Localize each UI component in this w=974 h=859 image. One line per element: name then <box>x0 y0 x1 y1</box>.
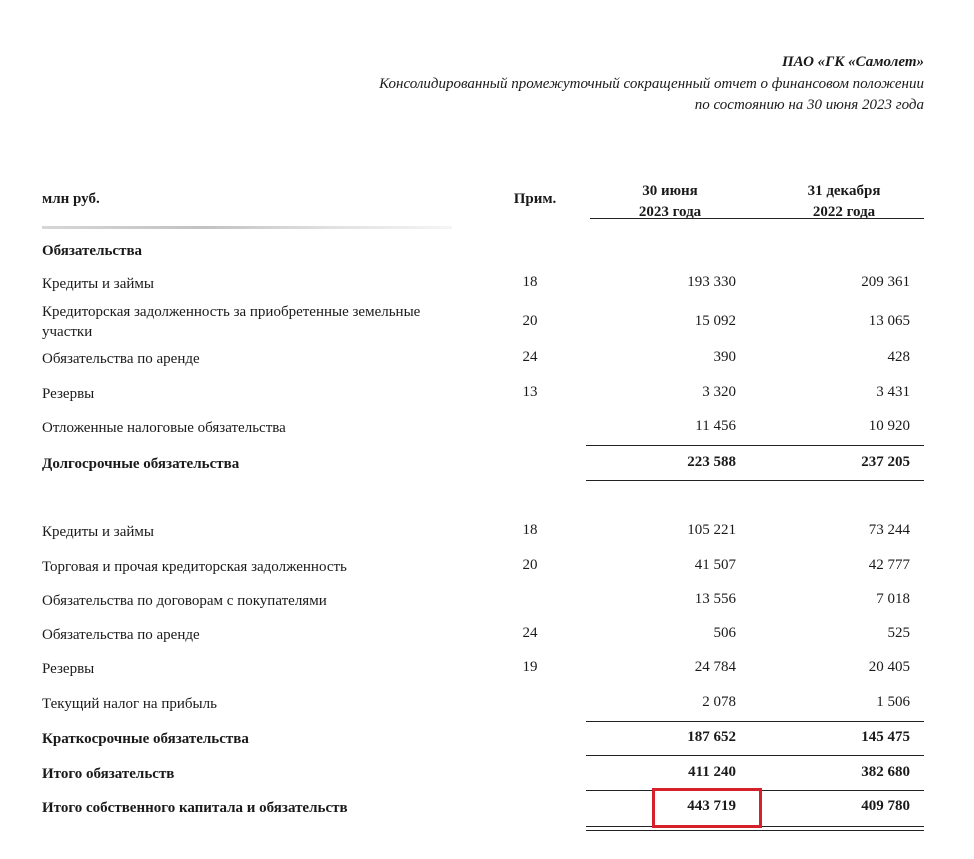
subtotal-rule <box>586 721 924 722</box>
row-label: Кредиты и займы <box>42 524 154 540</box>
header-underline <box>590 218 924 219</box>
row-value-2022: 409 780 <box>861 798 910 814</box>
units-label: млн руб. <box>42 191 100 207</box>
highlight-box <box>652 788 762 828</box>
row-value-2023: 11 456 <box>695 418 736 434</box>
row-label: Долгосрочные обязательства <box>42 456 240 472</box>
row-label: Обязательства по аренде <box>42 627 200 643</box>
row-value-2022: 7 018 <box>876 591 910 607</box>
row-value-2022: 145 475 <box>861 729 910 745</box>
row-value-2023: 41 507 <box>694 557 736 573</box>
row-value-2022: 382 680 <box>861 764 910 780</box>
column-header-2022 <box>764 181 924 223</box>
row-note: 18 <box>522 274 538 290</box>
company-name: ПАО «ГК «Самолет» <box>781 54 924 70</box>
row-value-2023: 443 719 <box>687 798 736 814</box>
row-value-2022: 209 361 <box>861 274 910 290</box>
row-label: Обязательства по договорам с покупателями <box>42 593 327 609</box>
row-label: Текущий налог на прибыль <box>42 696 217 712</box>
row-value-2022: 237 205 <box>861 454 910 470</box>
row-note: 20 <box>522 557 538 573</box>
row-value-2023: 3 320 <box>702 384 736 400</box>
row-value-2023: 2 078 <box>702 694 736 710</box>
row-value-2022: 42 777 <box>868 557 910 573</box>
row-label: Резервы <box>42 661 95 677</box>
row-note: 24 <box>522 625 538 641</box>
row-value-2022: 20 405 <box>868 659 910 675</box>
report-date: по состоянию на 30 июня 2023 года <box>694 97 924 113</box>
row-label: Торговая и прочая кредиторская задолженность <box>42 559 347 575</box>
scan-artifact <box>42 226 452 229</box>
row-value-2023: 24 784 <box>694 659 736 675</box>
row-note: 24 <box>522 349 538 365</box>
row-label: Итого обязательств <box>42 766 175 782</box>
row-value-2022: 13 065 <box>868 313 910 329</box>
note-column-header: Прим. <box>513 191 557 207</box>
row-label: Отложенные налоговые обязательства <box>42 420 286 436</box>
row-label: Кредиты и займы <box>42 276 154 292</box>
row-value-2022: 10 920 <box>868 418 910 434</box>
row-value-2022: 73 244 <box>868 522 910 538</box>
row-value-2023: 411 240 <box>688 764 736 780</box>
row-note: 20 <box>522 313 538 329</box>
row-value-2023: 390 <box>713 349 736 365</box>
row-value-2023: 15 092 <box>694 313 736 329</box>
row-label: Резервы <box>42 386 95 402</box>
row-value-2022: 525 <box>887 625 910 641</box>
row-note: 19 <box>522 659 538 675</box>
row-note: 13 <box>522 384 538 400</box>
column-header-2022-line1: 31 декабря <box>807 183 881 199</box>
row-value-2023: 193 330 <box>687 274 736 290</box>
row-value-2022: 428 <box>887 349 910 365</box>
row-note: 18 <box>522 522 538 538</box>
row-label: Обязательства по аренде <box>42 351 200 367</box>
row-value-2022: 3 431 <box>876 384 910 400</box>
double-underline-bottom <box>586 830 924 831</box>
row-label: Краткосрочные обязательства <box>42 731 249 747</box>
report-title: Консолидированный промежуточный сокращенный отчет о финансовом положении <box>379 76 924 92</box>
total-rule <box>586 755 924 756</box>
row-value-2023: 13 556 <box>694 591 736 607</box>
row-value-2023: 105 221 <box>687 522 736 538</box>
row-label: Кредиторская задолженность за приобретенные земельные участки <box>42 304 421 340</box>
column-header-2023-line1: 30 июня <box>642 183 698 199</box>
column-header-2023 <box>590 181 750 223</box>
subtotal-rule <box>586 445 924 446</box>
column-header-2023-line2: 2023 года <box>638 204 702 220</box>
row-value-2022: 1 506 <box>876 694 910 710</box>
section-title: Обязательства <box>42 243 143 259</box>
row-label: Итого собственного капитала и обязательств <box>42 800 348 816</box>
row-value-2023: 187 652 <box>687 729 736 745</box>
column-header-2022-line2: 2022 года <box>812 204 876 220</box>
row-value-2023: 223 588 <box>687 454 736 470</box>
subtotal-underline <box>586 480 924 481</box>
row-value-2023: 506 <box>713 625 736 641</box>
